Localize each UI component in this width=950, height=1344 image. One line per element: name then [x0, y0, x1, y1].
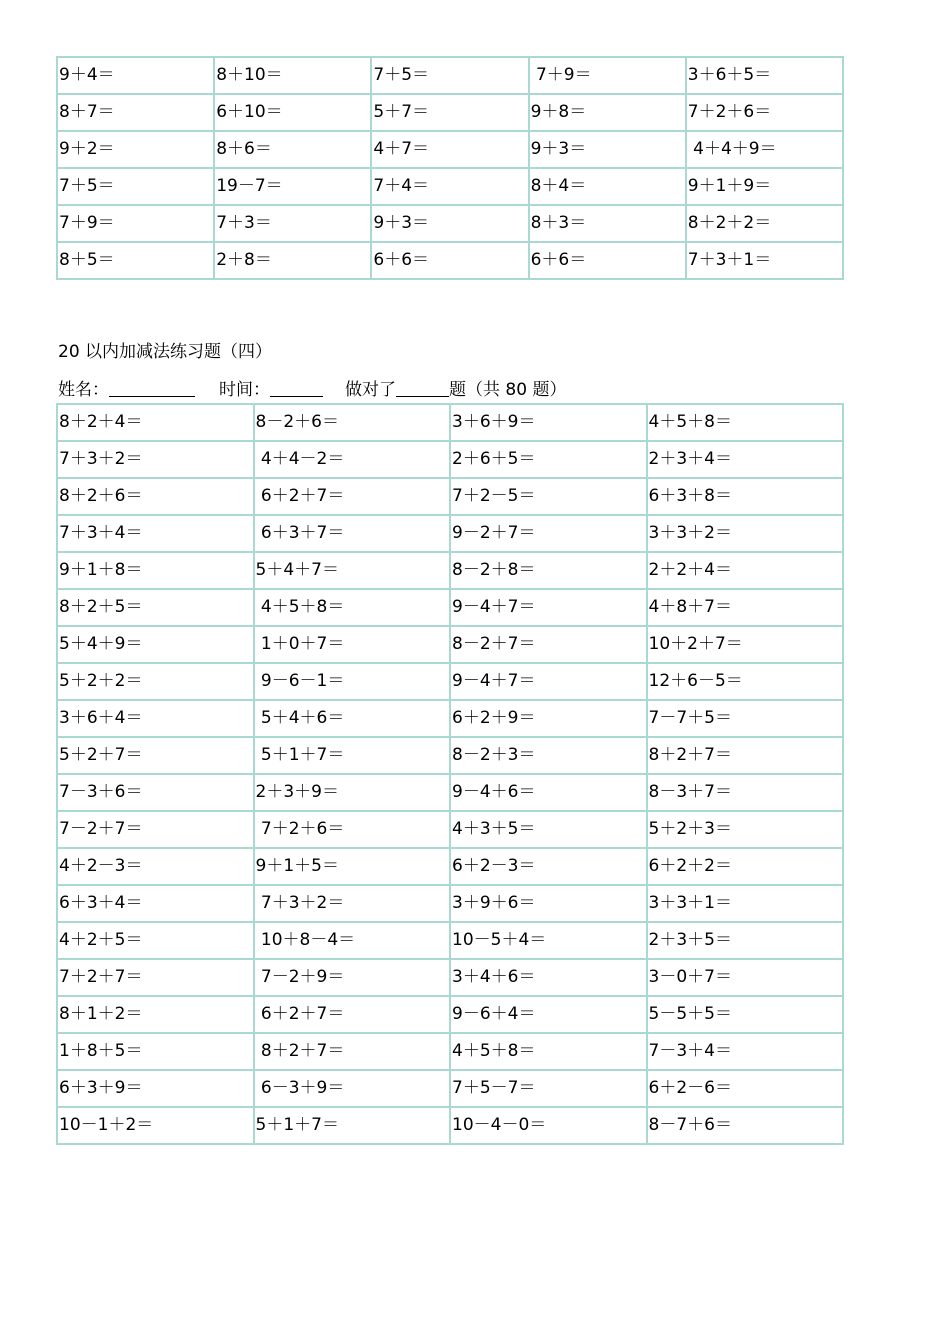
problem-cell: 8＋2＋5＝ — [58, 590, 253, 625]
problem-cell: 7＋2＋6＝ — [255, 812, 450, 847]
problem-cell: 2＋3＋9＝ — [255, 775, 450, 810]
problem-cell: 10＋2＋7＝ — [648, 627, 843, 662]
done-label: 做对了 — [345, 380, 396, 400]
section-title: 20 以内加减法练习题（四） — [58, 342, 273, 362]
problem-cell: 3＋9＋6＝ — [451, 886, 646, 921]
problem-cell: 7＋3＋2＝ — [58, 442, 253, 477]
problem-cell: 8＋10＝ — [215, 58, 370, 93]
problem-cell: 7＋3＝ — [215, 206, 370, 241]
problem-cell: 7＋3＋1＝ — [687, 243, 842, 278]
problem-cell: 6＋6＝ — [530, 243, 685, 278]
table-row — [58, 997, 842, 1032]
problem-cell: 6＋3＋4＝ — [58, 886, 253, 921]
problem-cell: 2＋6＋5＝ — [451, 442, 646, 477]
problem-cell: 9－2＋7＝ — [451, 516, 646, 551]
problem-cell: 8－2＋6＝ — [255, 405, 450, 440]
problem-cell: 5＋2＋2＝ — [58, 664, 253, 699]
problem-cell: 10－5＋4＝ — [451, 923, 646, 958]
table-row — [58, 627, 842, 662]
problem-cell: 9＋1＋5＝ — [255, 849, 450, 884]
problem-cell: 7＋3＋4＝ — [58, 516, 253, 551]
table-row — [58, 1034, 842, 1069]
problem-cell: 4＋4－2＝ — [255, 442, 450, 477]
table-row — [58, 58, 842, 93]
problem-cell: 4＋3＋5＝ — [451, 812, 646, 847]
problem-cell: 1＋8＋5＝ — [58, 1034, 253, 1069]
problem-cell: 1＋0＋7＝ — [255, 627, 450, 662]
table-row — [58, 775, 842, 810]
student-info-line — [58, 375, 566, 400]
problem-cell: 8－7＋6＝ — [648, 1108, 843, 1143]
problem-cell: 7＋4＝ — [372, 169, 527, 204]
problem-cell: 9＋1＋8＝ — [58, 553, 253, 588]
problem-cell: 7＋2－5＝ — [451, 479, 646, 514]
table-row — [58, 849, 842, 884]
problem-cell: 8＋2＋7＝ — [648, 738, 843, 773]
table-row — [58, 960, 842, 995]
problem-cell: 8＋7＝ — [58, 95, 213, 130]
problem-cell: 5＋1＋7＝ — [255, 738, 450, 773]
problem-cell: 3＋3＋1＝ — [648, 886, 843, 921]
table-row — [58, 664, 842, 699]
problem-cell: 3－0＋7＝ — [648, 960, 843, 995]
problem-cell: 3＋6＋5＝ — [687, 58, 842, 93]
problem-cell: 5＋4＋6＝ — [255, 701, 450, 736]
problem-cell: 6＋2＋2＝ — [648, 849, 843, 884]
problem-cell: 6＋2－3＝ — [451, 849, 646, 884]
problem-cell: 3＋4＋6＝ — [451, 960, 646, 995]
problem-cell: 7－3＋4＝ — [648, 1034, 843, 1069]
problem-cell: 2＋3＋5＝ — [648, 923, 843, 958]
problem-cell: 9＋4＝ — [58, 58, 213, 93]
problem-cell: 9－4＋7＝ — [451, 664, 646, 699]
name-blank[interactable] — [109, 380, 195, 397]
problem-cell: 6＋2－6＝ — [648, 1071, 843, 1106]
problem-cell: 7＋2＋6＝ — [687, 95, 842, 130]
table-row — [58, 1071, 842, 1106]
problem-cell: 6＋3＋9＝ — [58, 1071, 253, 1106]
problem-cell: 8－2＋8＝ — [451, 553, 646, 588]
time-label: 时间： — [219, 380, 270, 400]
problem-cell: 2＋3＋4＝ — [648, 442, 843, 477]
problem-cell: 4＋4＋9＝ — [687, 132, 842, 167]
problem-cell: 7＋3＋2＝ — [255, 886, 450, 921]
problem-cell: 7－2＋9＝ — [255, 960, 450, 995]
problem-cell: 7＋2＋7＝ — [58, 960, 253, 995]
problem-cell: 5－5＋5＝ — [648, 997, 843, 1032]
problem-cell: 7＋5＝ — [372, 58, 527, 93]
problem-cell: 5＋4＋9＝ — [58, 627, 253, 662]
table-row — [58, 243, 842, 278]
problem-cell: 8＋3＝ — [530, 206, 685, 241]
problem-cell: 9－4＋7＝ — [451, 590, 646, 625]
problem-cell: 8＋2＋2＝ — [687, 206, 842, 241]
table-row — [58, 169, 842, 204]
problem-cell: 9＋8＝ — [530, 95, 685, 130]
problem-cell: 9＋3＝ — [372, 206, 527, 241]
problem-cell: 8＋5＝ — [58, 243, 213, 278]
table-row — [58, 886, 842, 921]
problem-cell: 8＋1＋2＝ — [58, 997, 253, 1032]
problem-cell: 19－7＝ — [215, 169, 370, 204]
problem-cell: 2＋8＝ — [215, 243, 370, 278]
table-row — [58, 923, 842, 958]
problem-cell: 4＋2＋5＝ — [58, 923, 253, 958]
problem-cell: 6－3＋9＝ — [255, 1071, 450, 1106]
exercise-table-1 — [56, 56, 844, 280]
problem-cell: 6＋2＋9＝ — [451, 701, 646, 736]
table-row — [58, 132, 842, 167]
problem-cell: 4＋7＝ — [372, 132, 527, 167]
exercise-table-2 — [56, 403, 844, 1145]
problem-cell: 5＋1＋7＝ — [255, 1108, 450, 1143]
problem-cell: 8＋4＝ — [530, 169, 685, 204]
problem-cell: 4＋5＋8＝ — [255, 590, 450, 625]
problem-cell: 6＋2＋7＝ — [255, 997, 450, 1032]
problem-cell: 8－3＋7＝ — [648, 775, 843, 810]
problem-cell: 9＋3＝ — [530, 132, 685, 167]
table-row — [58, 206, 842, 241]
problem-cell: 6＋6＝ — [372, 243, 527, 278]
problem-cell: 7＋5＝ — [58, 169, 213, 204]
problem-cell: 8＋2＋6＝ — [58, 479, 253, 514]
problem-cell: 6＋3＋7＝ — [255, 516, 450, 551]
problem-cell: 8＋2＋4＝ — [58, 405, 253, 440]
problem-cell: 5＋4＋7＝ — [255, 553, 450, 588]
problem-cell: 9－6－1＝ — [255, 664, 450, 699]
problem-cell: 7－3＋6＝ — [58, 775, 253, 810]
problem-cell: 12＋6－5＝ — [648, 664, 843, 699]
problem-cell: 3＋3＋2＝ — [648, 516, 843, 551]
problem-cell: 9＋1＋9＝ — [687, 169, 842, 204]
time-blank[interactable] — [270, 380, 323, 397]
problem-cell: 7－2＋7＝ — [58, 812, 253, 847]
problem-cell: 6＋10＝ — [215, 95, 370, 130]
table-row — [58, 516, 842, 551]
name-label: 姓名： — [58, 380, 109, 400]
problem-cell: 7＋5－7＝ — [451, 1071, 646, 1106]
problem-cell: 5＋7＝ — [372, 95, 527, 130]
problem-cell: 6＋2＋7＝ — [255, 479, 450, 514]
table-row — [58, 590, 842, 625]
score-blank[interactable] — [396, 380, 449, 397]
problem-cell: 4＋5＋8＝ — [648, 405, 843, 440]
problem-cell: 10＋8－4＝ — [255, 923, 450, 958]
problem-cell: 6＋3＋8＝ — [648, 479, 843, 514]
problem-cell: 4＋8＋7＝ — [648, 590, 843, 625]
problem-cell: 4＋5＋8＝ — [451, 1034, 646, 1069]
problem-cell: 7＋9＝ — [530, 58, 685, 93]
table-row — [58, 95, 842, 130]
problem-cell: 9＋2＝ — [58, 132, 213, 167]
table-row — [58, 553, 842, 588]
problem-cell: 9－6＋4＝ — [451, 997, 646, 1032]
problem-cell: 10－4－0＝ — [451, 1108, 646, 1143]
table-row — [58, 1108, 842, 1143]
problem-cell: 7－7＋5＝ — [648, 701, 843, 736]
problem-cell: 5＋2＋7＝ — [58, 738, 253, 773]
problem-cell: 8＋6＝ — [215, 132, 370, 167]
table-row — [58, 442, 842, 477]
problem-cell: 4＋2－3＝ — [58, 849, 253, 884]
problem-cell: 8－2＋7＝ — [451, 627, 646, 662]
problem-cell: 7＋9＝ — [58, 206, 213, 241]
problem-cell: 3＋6＋9＝ — [451, 405, 646, 440]
problem-cell: 8＋2＋7＝ — [255, 1034, 450, 1069]
table-row — [58, 479, 842, 514]
problem-cell: 3＋6＋4＝ — [58, 701, 253, 736]
problem-cell: 8－2＋3＝ — [451, 738, 646, 773]
table-row — [58, 405, 842, 440]
problem-cell: 10－1＋2＝ — [58, 1108, 253, 1143]
problem-cell: 9－4＋6＝ — [451, 775, 646, 810]
table-row — [58, 738, 842, 773]
problem-cell: 2＋2＋4＝ — [648, 553, 843, 588]
problem-cell: 5＋2＋3＝ — [648, 812, 843, 847]
total-suffix: 题（共 80 题） — [449, 380, 567, 400]
table-row — [58, 701, 842, 736]
table-row — [58, 812, 842, 847]
